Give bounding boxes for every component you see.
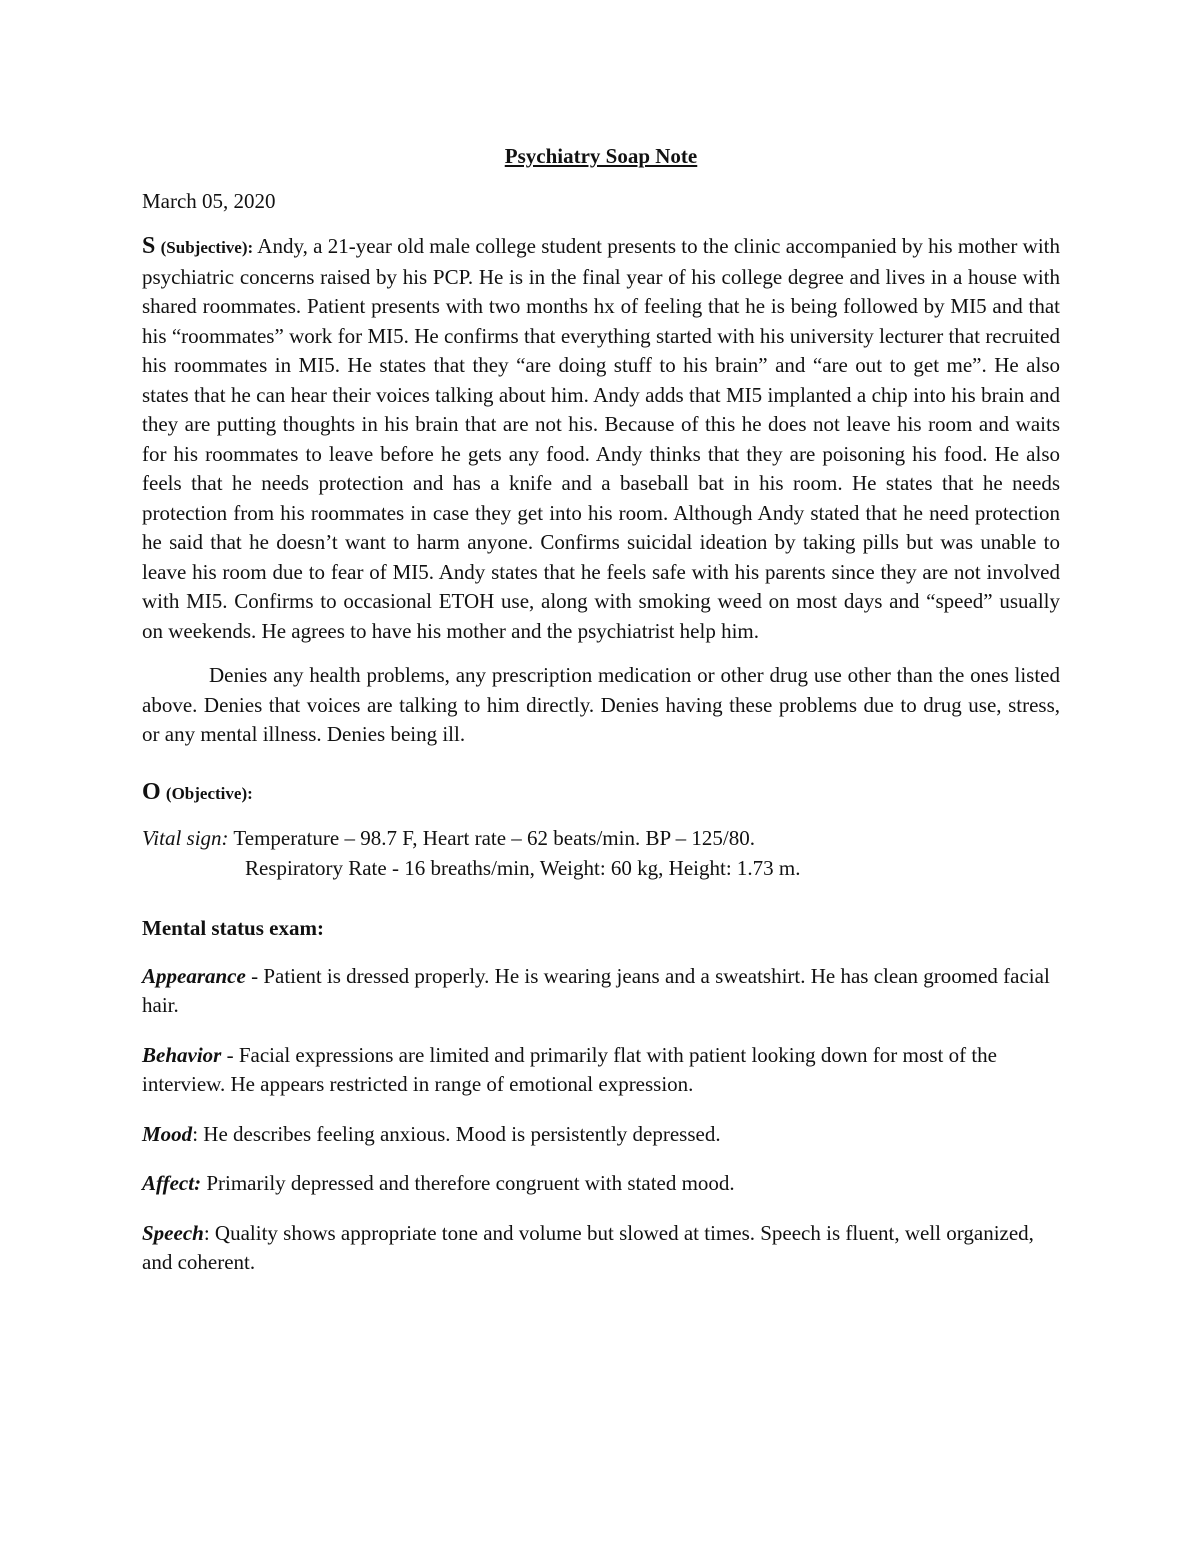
mse-text: Quality shows appropriate tone and volume but slowed at times. Speech is fluent, well organized, and coherent. xyxy=(142,1220,1034,1274)
mse-label: Behavior xyxy=(142,1042,222,1067)
note-date: March 05, 2020 xyxy=(142,188,276,213)
vitals-line-1 xyxy=(142,824,1060,854)
subjective-letter: S xyxy=(142,233,156,259)
subjective-denials-paragraph: Denies any health problems, any prescription medication or other drug use other than the ones listed above. Denies that voices are talking to him directly. Denies having these problems due to drug use, stress, or any mental illness. Denies being ill. xyxy=(142,663,1060,746)
mse-label: Mood xyxy=(142,1121,193,1146)
mse-text: Primarily depressed and therefore congruent with stated mood. xyxy=(206,1171,735,1195)
mse-label: Speech xyxy=(142,1220,204,1245)
mse-sep: - xyxy=(245,963,264,988)
objective-letter: O xyxy=(142,778,161,805)
vital-signs xyxy=(142,824,1060,883)
vitals-label: Vital sign: xyxy=(142,826,229,850)
mse-sep: - xyxy=(221,1042,239,1067)
mse-appearance xyxy=(142,962,1060,1021)
vitals-line-2: Respiratory Rate - 16 breaths/min, Weight: 60 kg, Height: 1.73 m. xyxy=(245,855,801,880)
vitals-line-1-text: Temperature – 98.7 F, Heart rate – 62 beats/min. BP – 125/80. xyxy=(233,826,755,850)
mse-text: Patient is dressed properly. He is wearing jeans and a sweatshirt. He has clean groomed facial hair. xyxy=(142,963,1050,1017)
objective-label: (Objective): xyxy=(165,783,253,803)
mse-affect xyxy=(142,1169,1060,1199)
document-body xyxy=(142,142,1060,1278)
subjective-text: Andy, a 21-year old male college student presents to the clinic accompanied by his mother with psychiatric concerns raised by his PCP. He is in the final year of his college degree and lives in a house with shared roommates. Patient presents with two months hx of feeling that he is being followed by MI5 and that his “roommates” work for MI5. He confirms that everything started with his university lecturer that recruited his roommates in MI5. He states that they “are doing stuff to his brain” and “are out to get me”. He also states that he can hear their voices talking about him. Andy adds that MI5 implanted a chip into his brain and they are putting thoughts in his brain that are not his. Because of this he does not leave his room and waits for his roommates to leave before he gets any food. Andy thinks that they are poisoning his food. He also feels that he needs protection and has a knife and a baseball bat in his room. He states that he needs protection from his roommates in case they get into his room. Although Andy stated that he need protection he said that he doesn’t want to harm anyone. Confirms suicidal ideation by taking pills but was unable to leave his room due to fear of MI5. Andy states that he feels safe with his parents since they are not involved with MI5. Confirms to occasional ETOH use, along with smoking weed on most days and “speed” usually on weekends. He agrees to have his mother and the psychiatrist help him. xyxy=(142,234,1060,643)
subjective-label: (Subjective): xyxy=(160,238,254,257)
objective-heading xyxy=(142,778,1060,809)
mse-label: Affect: xyxy=(142,1171,202,1195)
mse-text: Facial expressions are limited and primarily flat with patient looking down for most of the interview. He appears restricted in range of emotional expression. xyxy=(142,1042,998,1096)
subjective-paragraph xyxy=(142,232,1060,646)
mse-sep: : xyxy=(192,1121,204,1146)
mse-speech xyxy=(142,1219,1060,1278)
mse-mood xyxy=(142,1120,1060,1150)
mental-status-heading: Mental status exam: xyxy=(142,916,324,940)
mse-text: He describes feeling anxious. Mood is persistently depressed. xyxy=(203,1121,721,1146)
document-title: Psychiatry Soap Note xyxy=(504,144,698,168)
mse-label: Appearance xyxy=(142,963,246,988)
mse-behavior xyxy=(142,1041,1060,1100)
mse-sep: : xyxy=(203,1220,215,1245)
